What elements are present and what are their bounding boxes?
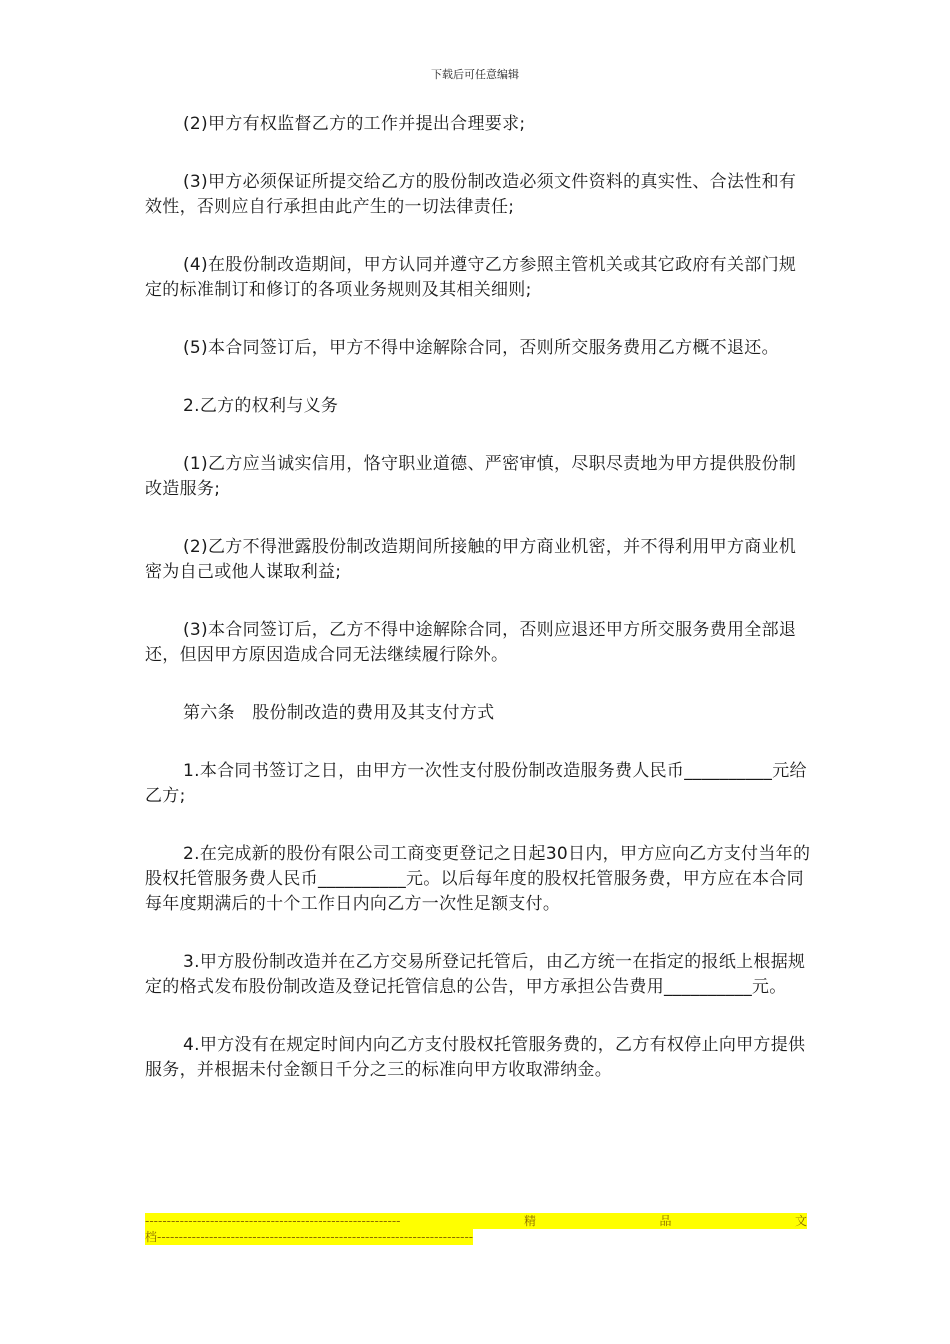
footer-dashes: ------------------------------------------------------------------------- xyxy=(157,1230,474,1244)
article-heading: 第六条 股份制改造的费用及其支付方式 xyxy=(183,703,495,723)
footer-char: 档 xyxy=(145,1230,158,1244)
paragraph: (2)甲方有权监督乙方的工作并提出合理要求; xyxy=(183,114,526,134)
paragraph: (4)在股份制改造期间，甲方认同并遵守乙方参照主管机关或其它政府有关部门规定的标准制订和修订的各项业务规则及其相关细则; xyxy=(145,255,797,300)
paragraph: 4.甲方没有在规定时间内向乙方支付股权托管服务费的，乙方有权停止向甲方提供服务，并根据未付金额日千分之三的标准向甲方收取滞纳金。 xyxy=(145,1035,806,1080)
footer-line-2 xyxy=(145,1229,473,1245)
page-header: 下载后可任意编辑 xyxy=(431,68,519,81)
paragraph: 1.本合同书签订之日，由甲方一次性支付股份制改造服务费人民币__________元给乙方; xyxy=(145,761,807,806)
paragraph: (3)本合同签订后，乙方不得中途解除合同，否则应退还甲方所交服务费用全部退还，但因甲方原因造成合同无法继续履行除外。 xyxy=(145,620,797,665)
section-heading: 2.乙方的权利与义务 xyxy=(183,396,339,416)
document-body xyxy=(145,112,813,1116)
paragraph: (5)本合同签订后，甲方不得中途解除合同，否则所交服务费用乙方概不退还。 xyxy=(183,338,779,358)
page-footer xyxy=(145,1213,807,1245)
footer-char: 文 xyxy=(794,1214,807,1228)
paragraph: (1)乙方应当诚实信用，恪守职业道德、严密审慎，尽职尽责地为甲方提供股份制改造服务; xyxy=(145,454,797,499)
paragraph: 2.在完成新的股份有限公司工商变更登记之日起30日内，甲方应向乙方支付当年的股权托管服务费人民币__________元。以后每年度的股权托管服务费，甲方应在本合同每年度期满后的十个工作日内向乙方一次性足额支付。 xyxy=(145,844,811,914)
paragraph: 3.甲方股份制改造并在乙方交易所登记托管后，由乙方统一在指定的报纸上根据规定的格式发布股份制改造及登记托管信息的公告，甲方承担公告费用__________元。 xyxy=(145,952,806,997)
footer-char: 品 xyxy=(659,1214,672,1228)
footer-char: 精 xyxy=(523,1214,536,1228)
paragraph: (3)甲方必须保证所提交给乙方的股份制改造必须文件资料的真实性、合法性和有效性，否则应自行承担由此产生的一切法律责任; xyxy=(145,172,797,217)
footer-dashes: ----------------------------------------------------------- xyxy=(145,1214,401,1228)
footer-line-1 xyxy=(145,1213,807,1229)
paragraph: (2)乙方不得泄露股份制改造期间所接触的甲方商业机密，并不得利用甲方商业机密为自己或他人谋取利益; xyxy=(145,537,797,582)
